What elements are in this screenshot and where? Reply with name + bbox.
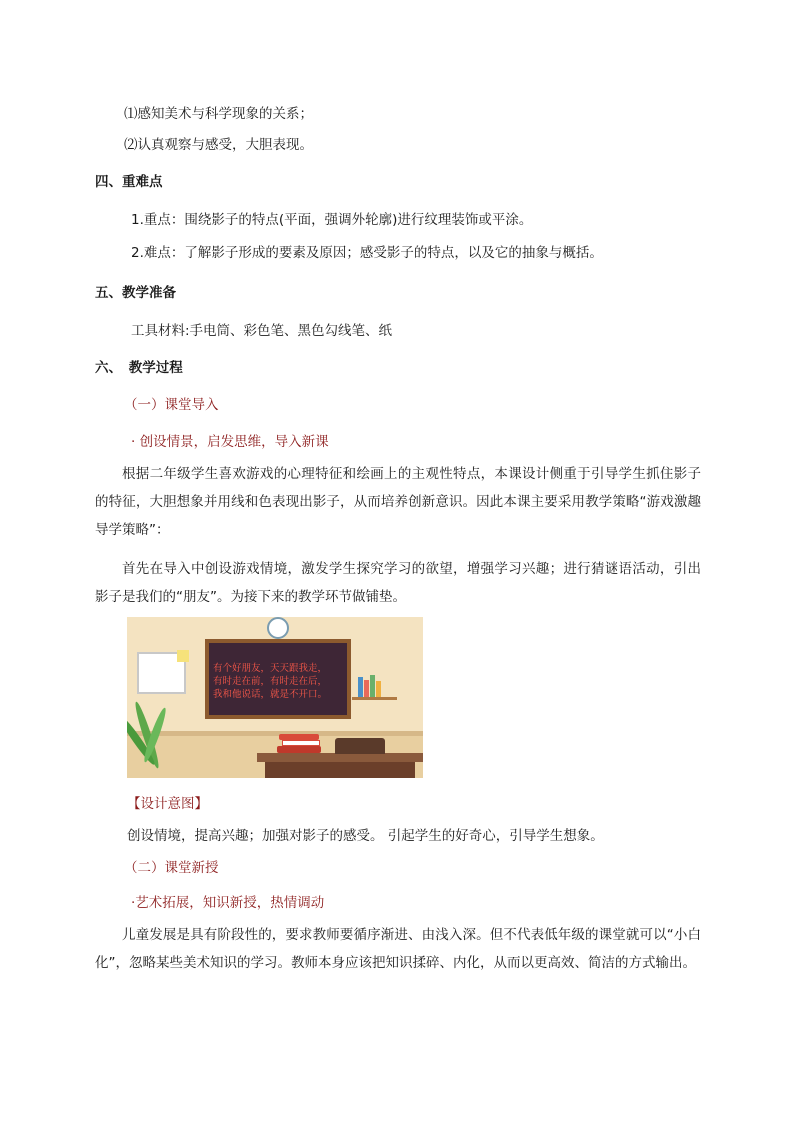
- part-1-bullet: · 创设情景，启发思维，导入新课: [131, 434, 329, 450]
- section-5-heading: 五、教学准备: [95, 285, 176, 301]
- objective-1: ⑴感知美术与科学现象的关系；: [124, 106, 313, 122]
- clock-icon: [267, 617, 289, 639]
- design-intent-label: 【设计意图】: [127, 796, 208, 812]
- riddle-line-1: 有个好朋友，天天跟我走，: [213, 663, 328, 674]
- classroom-illustration: [127, 617, 423, 778]
- riddle-line-3: 我和他说话，就是不开口。: [213, 689, 328, 700]
- part-2-bullet: ·艺术拓展，知识新授，热情调动: [131, 895, 325, 911]
- blackboard: [205, 639, 351, 719]
- part-2-title: （二）课堂新授: [124, 860, 219, 876]
- section-6-heading: 六、 教学过程: [95, 360, 183, 376]
- difficult-point: 2.难点：了解影子形成的要素及原因；感受影子的特点，以及它的抽象与概括。: [131, 245, 603, 261]
- key-point: 1.重点：围绕影子的特点(平面，强调外轮廓)进行纹理装饰或平涂。: [131, 212, 533, 228]
- part-1-paragraph-1: 根据二年级学生喜欢游戏的心理特征和绘画上的主观性特点，本课设计侧重于引导学生抓住影子的特征，大胆想象并用线和色表现出影子，从而培养创新意识。因此本课主要采用教学策略“游戏激趣导学策略”：: [95, 466, 701, 538]
- part-1-title: （一）课堂导入: [124, 397, 219, 413]
- part-2-paragraph-1: 儿童发展是具有阶段性的，要求教师要循序渐进、由浅入深。但不代表低年级的课堂就可以“小白化”，忽略某些美术知识的学习。教师本身应该把知识揉碎、内化，从而以更高效、简洁的方式输出。: [95, 927, 701, 971]
- part-1-paragraph-2: 首先在导入中创设游戏情境，激发学生探究学习的欲望，增强学习兴趣；进行猜谜语活动，引出影子是我们的“朋友”。为接下来的教学环节做铺垫。: [95, 561, 701, 605]
- riddle-line-2: 有时走在前，有时走在后，: [213, 676, 328, 687]
- materials-text: 工具材料:手电筒、彩色笔、黑色勾线笔、纸: [131, 323, 393, 339]
- section-4-heading: 四、重难点: [95, 174, 163, 190]
- objective-2: ⑵认真观察与感受，大胆表现。: [124, 137, 313, 153]
- plant-icon: [127, 692, 163, 778]
- desk-icon: [257, 753, 423, 762]
- design-intent-text: 创设情境，提高兴趣；加强对影子的感受。 引起学生的好奇心，引导学生想象。: [127, 828, 604, 844]
